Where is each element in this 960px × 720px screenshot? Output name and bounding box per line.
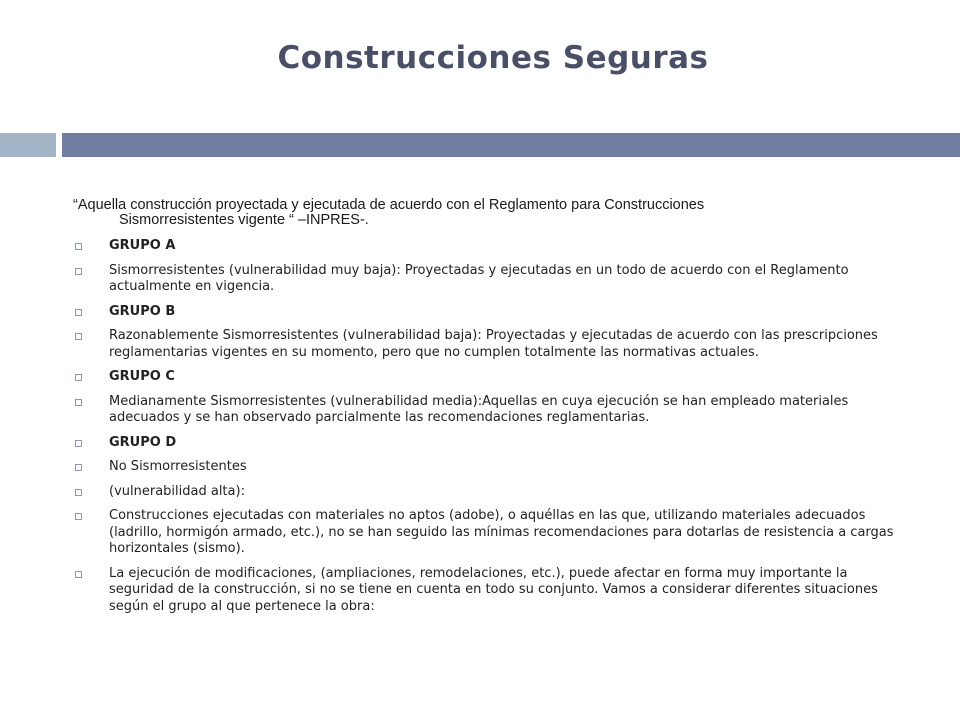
- header-bar-left-accent: [0, 133, 56, 157]
- intro-quote: [73, 198, 893, 228]
- square-bullet-icon: [75, 464, 82, 471]
- list-item-text: GRUPO C: [109, 369, 175, 384]
- square-bullet-icon: [75, 571, 82, 578]
- list-item-text: GRUPO A: [109, 238, 176, 253]
- list-item-text: Razonablemente Sismorresistentes (vulnerabilidad baja): Proyectadas y ejecutadas de acuerdo con las prescripciones reglamentarias vigentes en su momento, pero que no cumplen totalmente las normativas actuales.: [109, 328, 878, 360]
- list-item: [73, 394, 913, 427]
- list-item-text: Construcciones ejecutadas con materiales no aptos (adobe), o aquéllas en las que, utilizando materiales adecuados (ladrillo, hormigón armado, etc.), no se han seguido las mínimas recomendaciones para dotarlas de resistencia a cargas horizontales (sismo).: [109, 508, 894, 556]
- square-bullet-icon: [75, 399, 82, 406]
- square-bullet-icon: [75, 440, 82, 447]
- intro-line-1: “Aquella construcción proyectada y ejecutada de acuerdo con el Reglamento para Construcciones: [73, 197, 705, 213]
- list-item-text: GRUPO B: [109, 303, 176, 319]
- list-item-grupo-d: [73, 435, 913, 452]
- list-item: [73, 484, 913, 501]
- list-item-text: GRUPO D: [109, 434, 177, 450]
- bullet-list: [73, 238, 913, 615]
- square-bullet-icon: [75, 374, 82, 381]
- square-bullet-icon: [75, 243, 82, 250]
- list-item-text: Medianamente Sismorresistentes (vulnerabilidad media):Aquellas en cuya ejecución se han empleado materiales adecuados y se han observado parcialmente las recomendaciones reglamentarias.: [109, 393, 849, 425]
- list-item-grupo-b: [73, 304, 913, 321]
- list-item: [73, 459, 913, 476]
- list-item-text: Sismorresistentes (vulnerabilidad muy baja): Proyectadas y ejecutadas en un todo de acuerdo con el Reglamento actualmente en vigencia.: [109, 262, 849, 294]
- list-item: [73, 263, 913, 296]
- list-item-text: La ejecución de modificaciones, (ampliaciones, remodelaciones, etc.), puede afectar en forma muy importante la seguridad de la construcción, si no se tiene en cuenta en todo su conjunto. Vamos a considerar diferentes situaciones según el grupo al que pertenece la obra:: [109, 565, 878, 614]
- square-bullet-icon: [75, 489, 82, 496]
- list-item-text: No Sismorresistentes: [109, 459, 247, 474]
- intro-line-2: Sismorresistentes vigente “ –INPRES-.: [119, 212, 369, 228]
- square-bullet-icon: [75, 513, 82, 520]
- list-item-grupo-a: [73, 238, 913, 255]
- list-item: [73, 508, 913, 558]
- slide-title: Construcciones Seguras: [277, 40, 709, 76]
- list-item: [73, 328, 913, 361]
- list-item: [73, 566, 913, 616]
- list-item-grupo-c: [73, 369, 913, 386]
- list-item-text: (vulnerabilidad alta):: [109, 483, 245, 499]
- square-bullet-icon: [75, 333, 82, 340]
- square-bullet-icon: [75, 268, 82, 275]
- square-bullet-icon: [75, 309, 82, 316]
- header-bar-right: [62, 133, 960, 157]
